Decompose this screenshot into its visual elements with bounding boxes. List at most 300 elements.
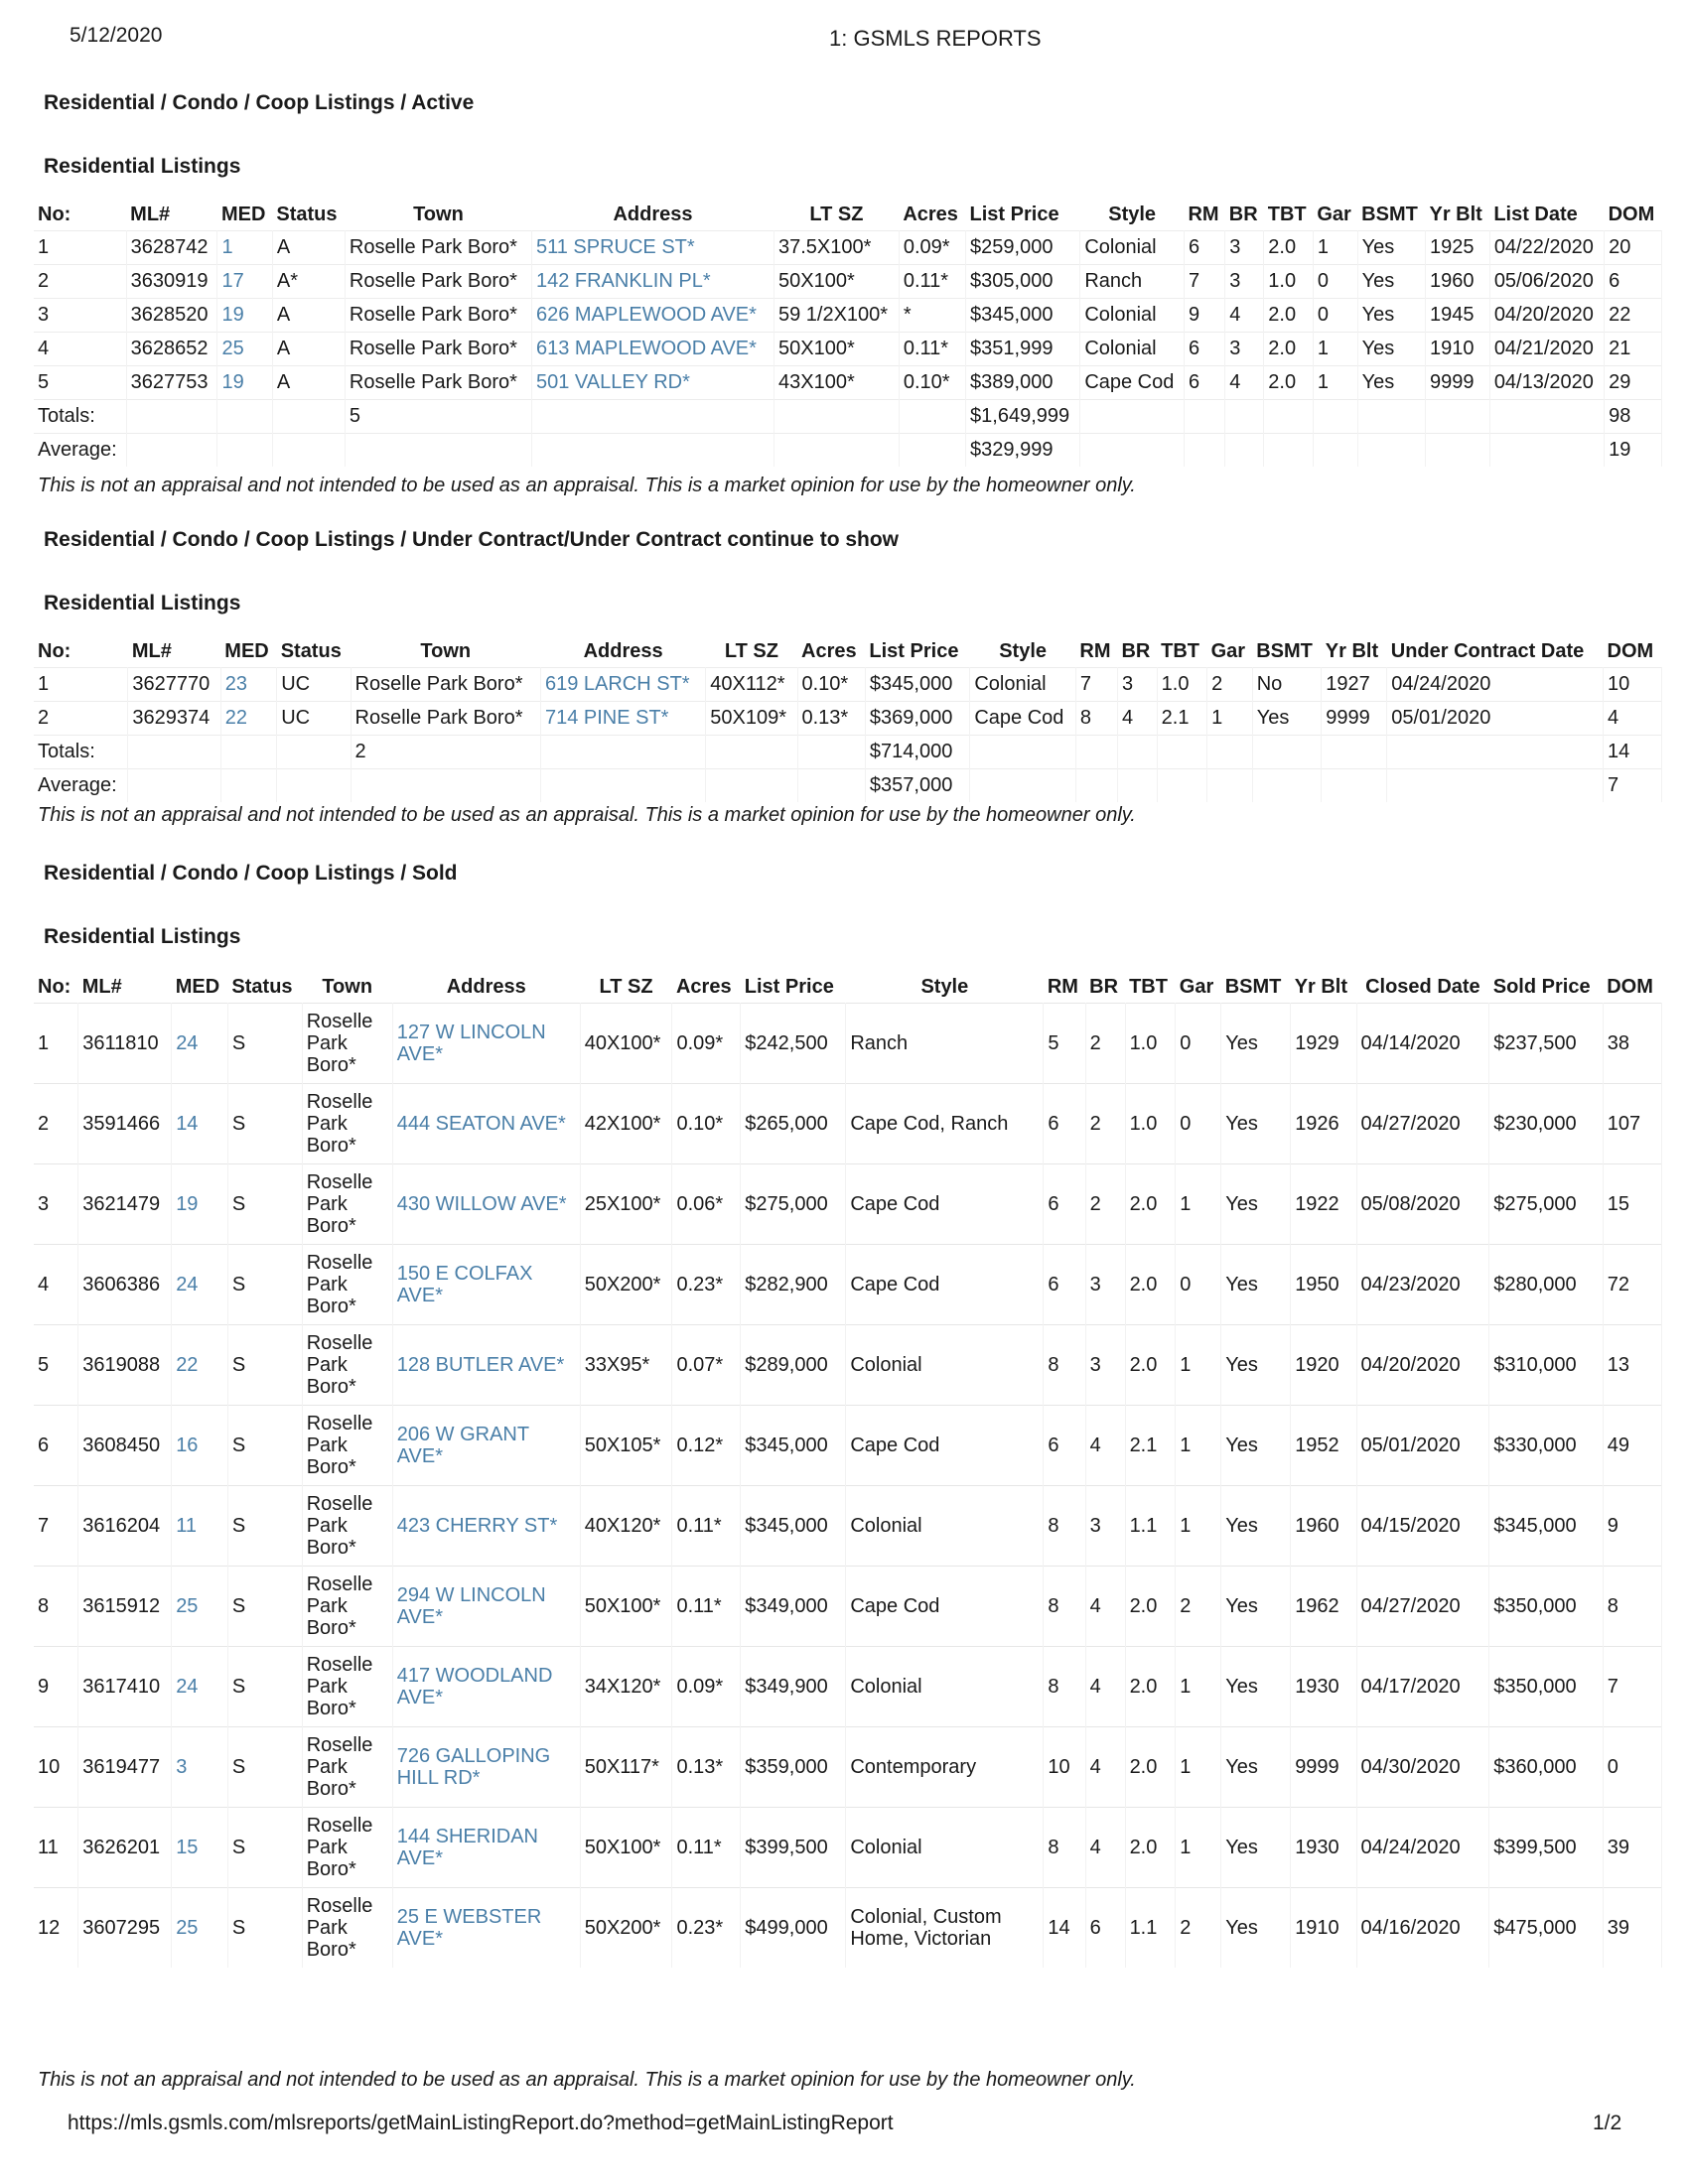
cell-col-bedrooms: 3 <box>1085 1325 1125 1406</box>
totals-row <box>34 736 1662 769</box>
cell-col-list-price: $369,000 <box>865 702 969 736</box>
cell-col-baths: 1.0 <box>1157 668 1206 702</box>
cell-col-no: 1 <box>34 1004 78 1084</box>
cell-col-address[interactable]: 501 VALLEY RD* <box>531 366 774 400</box>
cell-col-list-price: $282,900 <box>741 1245 846 1325</box>
header-col-rooms: RM <box>1047 975 1078 998</box>
cell-col-contract-date: 05/01/2020 <box>1387 702 1604 736</box>
cell-col-sold-price: $345,000 <box>1489 1486 1603 1567</box>
cell-col-med[interactable]: 19 <box>172 1164 228 1245</box>
empty-cell <box>1313 434 1357 468</box>
cell-col-basement: Yes <box>1221 1406 1291 1486</box>
cell-col-garage: 2 <box>1176 1567 1221 1647</box>
cell-col-no: 9 <box>34 1647 78 1727</box>
cell-col-town: Roselle Park Boro* <box>345 333 531 366</box>
cell-col-no: 10 <box>34 1727 78 1808</box>
cell-col-address[interactable]: 626 MAPLEWOOD AVE* <box>531 299 774 333</box>
cell-col-baths: 2.0 <box>1125 1808 1176 1888</box>
cell-col-lot-size: 50X200* <box>580 1245 672 1325</box>
cell-col-sold-price: $280,000 <box>1489 1245 1603 1325</box>
cell-col-sold-price: $310,000 <box>1489 1325 1603 1406</box>
header-col-no: No: <box>38 639 71 662</box>
average-row-dom: 19 <box>1605 434 1662 468</box>
cell-col-garage: 1 <box>1176 1486 1221 1567</box>
cell-col-garage: 1 <box>1207 702 1253 736</box>
cell-col-year-built: 1962 <box>1291 1567 1356 1647</box>
cell-col-med[interactable]: 24 <box>172 1004 228 1084</box>
totals-row-price: $1,649,999 <box>966 400 1080 434</box>
cell-col-med[interactable]: 1 <box>217 231 272 265</box>
cell-col-year-built: 9999 <box>1322 702 1387 736</box>
cell-col-dom: 13 <box>1603 1325 1661 1406</box>
cell-col-garage: 1 <box>1313 333 1357 366</box>
empty-cell <box>531 434 774 468</box>
table-row <box>34 668 1662 702</box>
cell-col-no: 1 <box>34 231 126 265</box>
sold-section-title: Residential / Condo / Coop Listings / Sold <box>44 862 458 885</box>
header-col-style: Style <box>1108 203 1157 225</box>
cell-col-mls: 3591466 <box>78 1084 172 1164</box>
empty-cell <box>797 736 865 769</box>
cell-col-med[interactable]: 3 <box>172 1727 228 1808</box>
cell-col-lot-size: 50X100* <box>774 333 899 366</box>
cell-col-town: Roselle Park Boro* <box>302 1325 392 1406</box>
cell-col-rooms: 6 <box>1184 231 1224 265</box>
cell-col-acres: 0.09* <box>672 1647 741 1727</box>
cell-col-style: Cape Cod <box>846 1567 1044 1647</box>
header-col-style: Style <box>999 639 1048 662</box>
cell-col-garage: 1 <box>1313 231 1357 265</box>
cell-col-sold-price: $399,500 <box>1489 1808 1603 1888</box>
cell-col-acres: 0.07* <box>672 1325 741 1406</box>
cell-col-bedrooms: 4 <box>1085 1406 1125 1486</box>
cell-col-baths: 2.0 <box>1264 366 1314 400</box>
average-row <box>34 769 1662 803</box>
empty-cell <box>1157 769 1206 803</box>
cell-col-address[interactable]: 150 E COLFAX AVE* <box>392 1245 580 1325</box>
cell-col-basement: Yes <box>1221 1567 1291 1647</box>
cell-col-basement: Yes <box>1357 299 1425 333</box>
cell-col-address[interactable]: 206 W GRANT AVE* <box>392 1406 580 1486</box>
cell-col-year-built: 1920 <box>1291 1325 1356 1406</box>
header-col-style: Style <box>920 975 969 998</box>
cell-col-address[interactable]: 128 BUTLER AVE* <box>392 1325 580 1406</box>
cell-col-address[interactable]: 430 WILLOW AVE* <box>392 1164 580 1245</box>
contract-subtitle: Residential Listings <box>44 592 241 614</box>
cell-col-basement: Yes <box>1357 333 1425 366</box>
cell-col-sold-price: $330,000 <box>1489 1406 1603 1486</box>
cell-col-status: UC <box>277 702 351 736</box>
cell-col-style: Colonial <box>846 1647 1044 1727</box>
table-row <box>34 265 1662 299</box>
table-row <box>34 1808 1662 1888</box>
cell-col-rooms: 6 <box>1184 366 1224 400</box>
cell-col-contract-date: 04/24/2020 <box>1387 668 1604 702</box>
empty-cell <box>217 400 272 434</box>
cell-col-basement: Yes <box>1221 1647 1291 1727</box>
cell-col-acres: 0.23* <box>672 1245 741 1325</box>
cell-col-style: Ranch <box>846 1004 1044 1084</box>
empty-cell <box>126 400 217 434</box>
cell-col-address[interactable]: 714 PINE ST* <box>540 702 705 736</box>
table-row <box>34 1164 1662 1245</box>
cell-col-med[interactable]: 25 <box>217 333 272 366</box>
cell-col-acres: 0.10* <box>797 668 865 702</box>
cell-col-dom: 20 <box>1605 231 1662 265</box>
empty-cell <box>1207 769 1253 803</box>
cell-col-baths: 2.0 <box>1125 1245 1176 1325</box>
cell-col-year-built: 1950 <box>1291 1245 1356 1325</box>
header-col-no: No: <box>38 203 71 225</box>
cell-col-lot-size: 34X120* <box>580 1647 672 1727</box>
empty-cell <box>1225 434 1264 468</box>
cell-col-bedrooms: 4 <box>1085 1727 1125 1808</box>
cell-col-acres: 0.09* <box>672 1004 741 1084</box>
header-col-no: No: <box>38 975 71 998</box>
cell-col-acres: 0.12* <box>672 1406 741 1486</box>
header-col-status: Status <box>276 203 338 225</box>
cell-col-acres: 0.23* <box>672 1888 741 1969</box>
empty-cell <box>1157 736 1206 769</box>
empty-cell <box>1117 736 1157 769</box>
cell-col-bedrooms: 3 <box>1225 231 1264 265</box>
cell-col-mls: 3628742 <box>126 231 217 265</box>
cell-col-mls: 3628652 <box>126 333 217 366</box>
cell-col-garage: 0 <box>1313 299 1357 333</box>
cell-col-dom: 72 <box>1603 1245 1661 1325</box>
cell-col-rooms: 7 <box>1184 265 1224 299</box>
cell-col-no: 2 <box>34 702 128 736</box>
cell-col-acres: 0.10* <box>672 1084 741 1164</box>
contract-listings-table <box>34 635 1662 802</box>
table-row <box>34 1727 1662 1808</box>
cell-col-address[interactable]: 417 WOODLAND AVE* <box>392 1647 580 1727</box>
cell-col-mls: 3617410 <box>78 1647 172 1727</box>
cell-col-mls: 3616204 <box>78 1486 172 1567</box>
cell-col-lot-size: 50X100* <box>774 265 899 299</box>
header-col-list-date: List Date <box>1493 203 1578 225</box>
totals-row <box>34 400 1662 434</box>
header-col-year-built: Yr Blt <box>1294 975 1348 998</box>
sold-subtitle: Residential Listings <box>44 925 241 948</box>
cell-col-style: Cape Cod, Ranch <box>846 1084 1044 1164</box>
cell-col-acres: 0.09* <box>899 231 965 265</box>
average-row-price: $357,000 <box>865 769 969 803</box>
cell-col-basement: Yes <box>1221 1486 1291 1567</box>
cell-col-basement: Yes <box>1357 231 1425 265</box>
cell-col-baths: 2.0 <box>1264 231 1314 265</box>
cell-col-mls: 3621479 <box>78 1164 172 1245</box>
cell-col-style: Colonial <box>1080 299 1185 333</box>
cell-col-baths: 1.1 <box>1125 1486 1176 1567</box>
cell-col-med[interactable]: 17 <box>217 265 272 299</box>
sold-listings-table <box>34 971 1662 1968</box>
cell-col-address[interactable]: 423 CHERRY ST* <box>392 1486 580 1567</box>
header-col-mls: ML# <box>131 639 172 662</box>
cell-col-status: S <box>227 1084 302 1164</box>
empty-cell <box>1080 400 1185 434</box>
empty-cell <box>1264 434 1314 468</box>
cell-col-bedrooms: 3 <box>1085 1486 1125 1567</box>
cell-col-status: A* <box>272 265 345 299</box>
cell-col-lot-size: 59 1/2X100* <box>774 299 899 333</box>
cell-col-med[interactable]: 11 <box>172 1486 228 1567</box>
cell-col-closed-date: 05/08/2020 <box>1356 1164 1489 1245</box>
cell-col-rooms: 8 <box>1044 1567 1085 1647</box>
cell-col-med[interactable]: 19 <box>217 366 272 400</box>
cell-col-mls: 3619088 <box>78 1325 172 1406</box>
header-col-garage: Gar <box>1179 975 1214 998</box>
cell-col-rooms: 14 <box>1044 1888 1085 1969</box>
cell-col-baths: 2.1 <box>1157 702 1206 736</box>
cell-col-med[interactable]: 15 <box>172 1808 228 1888</box>
cell-col-med[interactable]: 25 <box>172 1888 228 1969</box>
table-row <box>34 702 1662 736</box>
cell-col-dom: 29 <box>1605 366 1662 400</box>
cell-col-rooms: 6 <box>1184 333 1224 366</box>
cell-col-list-price: $359,000 <box>741 1727 846 1808</box>
cell-col-basement: Yes <box>1252 702 1322 736</box>
empty-cell <box>1075 736 1117 769</box>
header-col-basement: BSMT <box>1224 975 1282 998</box>
cell-col-basement: Yes <box>1221 1004 1291 1084</box>
header-col-status: Status <box>280 639 342 662</box>
cell-col-lot-size: 50X117* <box>580 1727 672 1808</box>
table-row <box>34 1406 1662 1486</box>
cell-col-dom: 107 <box>1603 1084 1661 1164</box>
cell-col-lot-size: 50X105* <box>580 1406 672 1486</box>
cell-col-closed-date: 04/15/2020 <box>1356 1486 1489 1567</box>
cell-col-address[interactable]: 726 GALLOPING HILL RD* <box>392 1727 580 1808</box>
header-col-rooms: RM <box>1079 639 1111 662</box>
empty-cell <box>1426 434 1490 468</box>
cell-col-baths: 2.0 <box>1125 1727 1176 1808</box>
cell-col-no: 1 <box>34 668 128 702</box>
cell-col-address[interactable]: 142 FRANKLIN PL* <box>531 265 774 299</box>
empty-cell <box>899 434 965 468</box>
cell-col-rooms: 6 <box>1044 1084 1085 1164</box>
cell-col-med[interactable]: 22 <box>172 1325 228 1406</box>
active-section-title: Residential / Condo / Coop Listings / Active <box>44 91 475 114</box>
header-col-status: Status <box>231 975 293 998</box>
cell-col-mls: 3615912 <box>78 1567 172 1647</box>
cell-col-address[interactable]: 294 W LINCOLN AVE* <box>392 1567 580 1647</box>
cell-col-address[interactable]: 511 SPRUCE ST* <box>531 231 774 265</box>
cell-col-year-built: 1910 <box>1426 333 1490 366</box>
header-col-town: Town <box>420 639 472 662</box>
cell-col-med[interactable]: 24 <box>172 1245 228 1325</box>
table-row <box>34 1325 1662 1406</box>
cell-col-rooms: 7 <box>1075 668 1117 702</box>
header-col-baths: TBT <box>1129 975 1168 998</box>
cell-col-list-price: $289,000 <box>741 1325 846 1406</box>
cell-col-address[interactable]: 619 LARCH ST* <box>540 668 705 702</box>
cell-col-list-date: 04/13/2020 <box>1489 366 1604 400</box>
cell-col-list-price: $345,000 <box>741 1406 846 1486</box>
cell-col-status: S <box>227 1164 302 1245</box>
empty-cell <box>277 736 351 769</box>
empty-cell <box>1489 434 1604 468</box>
table-row <box>34 1567 1662 1647</box>
cell-col-lot-size: 50X100* <box>580 1567 672 1647</box>
empty-cell <box>1184 400 1224 434</box>
cell-col-address[interactable]: 144 SHERIDAN AVE* <box>392 1808 580 1888</box>
active-listings-table <box>34 199 1662 467</box>
empty-cell <box>128 736 220 769</box>
header-col-basement: BSMT <box>1361 203 1418 225</box>
cell-col-town: Roselle Park Boro* <box>302 1808 392 1888</box>
cell-col-basement: Yes <box>1221 1727 1291 1808</box>
cell-col-closed-date: 04/27/2020 <box>1356 1567 1489 1647</box>
cell-col-list-price: $345,000 <box>966 299 1080 333</box>
cell-col-acres: * <box>899 299 965 333</box>
average-row <box>34 434 1662 468</box>
cell-col-sold-price: $350,000 <box>1489 1647 1603 1727</box>
cell-col-list-price: $349,900 <box>741 1647 846 1727</box>
cell-col-acres: 0.06* <box>672 1164 741 1245</box>
table-row <box>34 333 1662 366</box>
cell-col-garage: 1 <box>1176 1808 1221 1888</box>
header-col-med: MED <box>220 203 266 225</box>
cell-col-garage: 0 <box>1176 1245 1221 1325</box>
cell-col-list-date: 04/22/2020 <box>1489 231 1604 265</box>
cell-col-mls: 3628520 <box>126 299 217 333</box>
cell-col-style: Colonial <box>1080 333 1185 366</box>
header-col-baths: TBT <box>1161 639 1200 662</box>
cell-col-mls: 3607295 <box>78 1888 172 1969</box>
cell-col-med[interactable]: 14 <box>172 1084 228 1164</box>
cell-col-status: A <box>272 333 345 366</box>
cell-col-address[interactable]: 444 SEATON AVE* <box>392 1084 580 1164</box>
cell-col-year-built: 9999 <box>1291 1727 1356 1808</box>
cell-col-year-built: 1930 <box>1291 1808 1356 1888</box>
empty-cell <box>128 769 220 803</box>
header-col-med: MED <box>175 975 220 998</box>
cell-col-status: S <box>227 1567 302 1647</box>
cell-col-sold-price: $475,000 <box>1489 1888 1603 1969</box>
empty-cell <box>1207 736 1253 769</box>
empty-cell <box>217 434 272 468</box>
cell-col-sold-price: $350,000 <box>1489 1567 1603 1647</box>
cell-col-baths: 2.1 <box>1125 1406 1176 1486</box>
footer-url: https://mls.gsmls.com/mlsreports/getMainListingReport.do?method=getMainListingReport <box>68 2112 894 2134</box>
cell-col-garage: 1 <box>1176 1325 1221 1406</box>
header-col-list-price: List Price <box>869 639 959 662</box>
totals-row-count: 5 <box>345 400 531 434</box>
empty-cell <box>706 736 797 769</box>
header-col-address: Address <box>446 975 526 998</box>
header-col-mls: ML# <box>130 203 171 225</box>
cell-col-bedrooms: 2 <box>1085 1164 1125 1245</box>
totals-row-label: Totals: <box>34 400 126 434</box>
empty-cell <box>899 400 965 434</box>
cell-col-bedrooms: 2 <box>1085 1004 1125 1084</box>
cell-col-garage: 0 <box>1176 1004 1221 1084</box>
empty-cell <box>345 434 531 468</box>
cell-col-dom: 22 <box>1605 299 1662 333</box>
cell-col-mls: 3608450 <box>78 1406 172 1486</box>
cell-col-year-built: 1930 <box>1291 1647 1356 1727</box>
empty-cell <box>1184 434 1224 468</box>
cell-col-dom: 9 <box>1603 1486 1661 1567</box>
cell-col-status: S <box>227 1727 302 1808</box>
header-col-closed-date: Closed Date <box>1365 976 1480 998</box>
cell-col-address[interactable]: 613 MAPLEWOOD AVE* <box>531 333 774 366</box>
header-col-year-built: Yr Blt <box>1429 203 1482 225</box>
cell-col-style: Cape Cod <box>846 1164 1044 1245</box>
cell-col-no: 2 <box>34 1084 78 1164</box>
empty-cell <box>1117 769 1157 803</box>
header-col-garage: Gar <box>1317 203 1351 225</box>
cell-col-lot-size: 25X100* <box>580 1164 672 1245</box>
cell-col-rooms: 6 <box>1044 1406 1085 1486</box>
cell-col-mls: 3611810 <box>78 1004 172 1084</box>
cell-col-status: S <box>227 1888 302 1969</box>
cell-col-basement: Yes <box>1357 366 1425 400</box>
cell-col-bedrooms: 3 <box>1117 668 1157 702</box>
cell-col-basement: Yes <box>1221 1888 1291 1969</box>
header-col-garage: Gar <box>1210 639 1246 662</box>
cell-col-no: 7 <box>34 1486 78 1567</box>
cell-col-med[interactable]: 23 <box>220 668 276 702</box>
empty-cell <box>277 769 351 803</box>
average-row-label: Average: <box>34 769 128 803</box>
cell-col-no: 2 <box>34 265 126 299</box>
header-col-lot-size: LT SZ <box>724 639 778 662</box>
cell-col-acres: 0.11* <box>899 265 965 299</box>
cell-col-med[interactable]: 25 <box>172 1567 228 1647</box>
cell-col-closed-date: 04/17/2020 <box>1356 1647 1489 1727</box>
cell-col-basement: Yes <box>1221 1245 1291 1325</box>
header-col-basement: BSMT <box>1256 639 1313 662</box>
table-row <box>34 1486 1662 1567</box>
cell-col-town: Roselle Park Boro* <box>302 1245 392 1325</box>
cell-col-year-built: 9999 <box>1426 366 1490 400</box>
cell-col-style: Colonial <box>846 1486 1044 1567</box>
empty-cell <box>220 769 276 803</box>
cell-col-town: Roselle Park Boro* <box>302 1004 392 1084</box>
cell-col-address[interactable]: 25 E WEBSTER AVE* <box>392 1888 580 1969</box>
cell-col-sold-price: $230,000 <box>1489 1084 1603 1164</box>
cell-col-no: 6 <box>34 1406 78 1486</box>
cell-col-basement: Yes <box>1221 1325 1291 1406</box>
empty-cell <box>970 769 1076 803</box>
cell-col-rooms: 8 <box>1075 702 1117 736</box>
cell-col-med[interactable]: 24 <box>172 1647 228 1727</box>
header-col-baths: TBT <box>1267 203 1307 225</box>
cell-col-bedrooms: 3 <box>1225 265 1264 299</box>
empty-cell <box>970 736 1076 769</box>
cell-col-acres: 0.11* <box>672 1808 741 1888</box>
cell-col-address[interactable]: 127 W LINCOLN AVE* <box>392 1004 580 1084</box>
cell-col-med[interactable]: 19 <box>217 299 272 333</box>
cell-col-list-date: 05/06/2020 <box>1489 265 1604 299</box>
cell-col-acres: 0.10* <box>899 366 965 400</box>
header-col-dom: DOM <box>1607 639 1654 662</box>
cell-col-garage: 1 <box>1313 366 1357 400</box>
cell-col-town: Roselle Park Boro* <box>302 1888 392 1969</box>
empty-cell <box>1357 434 1425 468</box>
cell-col-style: Colonial <box>846 1808 1044 1888</box>
cell-col-baths: 2.0 <box>1125 1647 1176 1727</box>
cell-col-list-price: $351,999 <box>966 333 1080 366</box>
header-col-list-price: List Price <box>744 975 834 998</box>
cell-col-med[interactable]: 16 <box>172 1406 228 1486</box>
header-col-town: Town <box>413 203 464 225</box>
cell-col-med[interactable]: 22 <box>220 702 276 736</box>
cell-col-no: 4 <box>34 1245 78 1325</box>
cell-col-dom: 21 <box>1605 333 1662 366</box>
